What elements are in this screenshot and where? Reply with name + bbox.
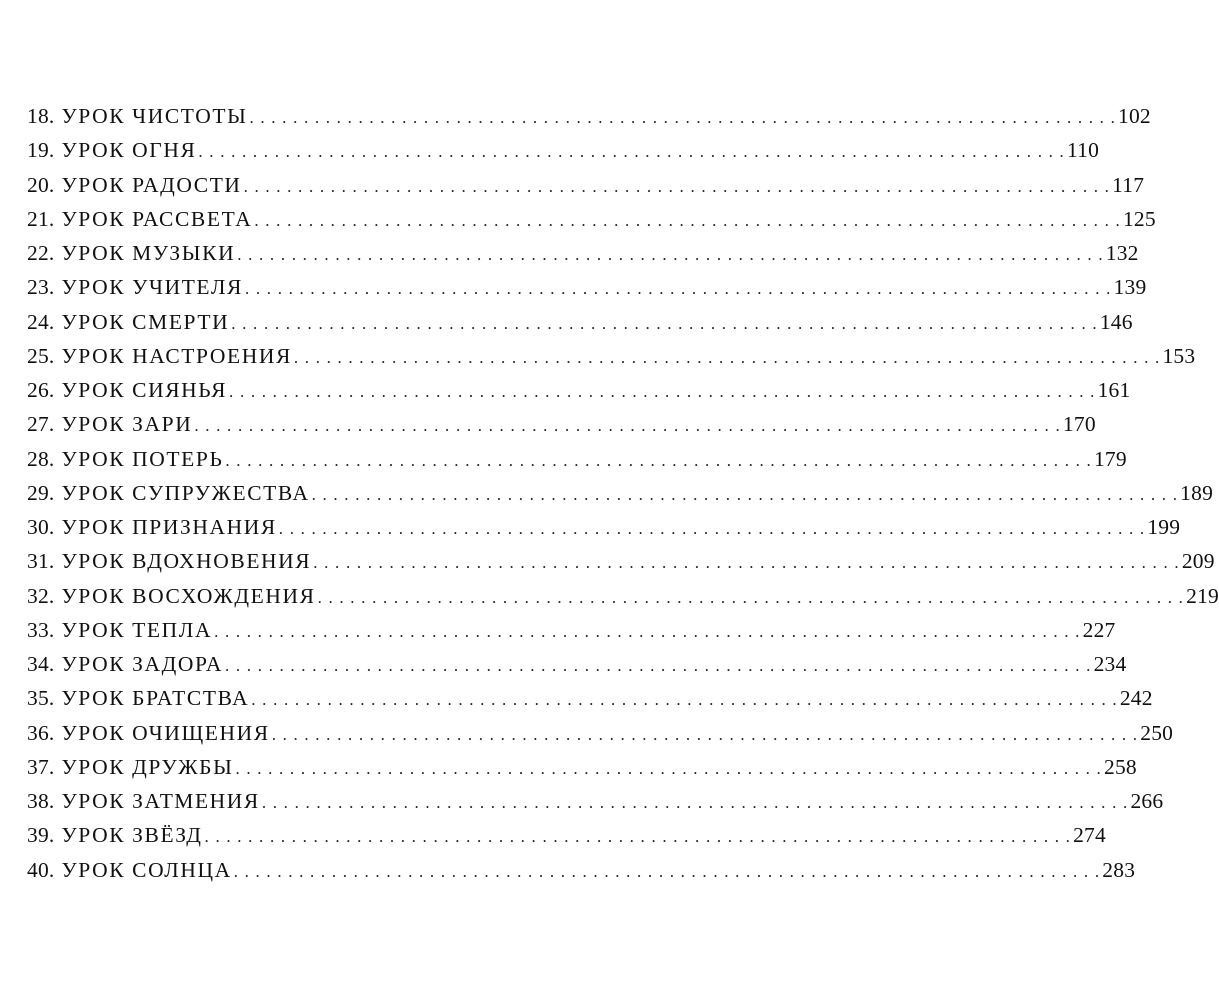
toc-entry-number: 38. [27, 789, 55, 813]
toc-entry-title: УРОК СИЯНЬЯ [61, 378, 228, 402]
toc-entry-number: 24. [27, 309, 55, 334]
toc-entry-page-number: 227 [1082, 617, 1116, 642]
toc-entry [27, 99, 1151, 133]
toc-entry-page-number: 125 [1122, 206, 1156, 231]
toc-entry-number: 29. [27, 480, 55, 505]
toc-entry-title: УРОК ДРУЖБЫ [61, 754, 234, 779]
toc-dot-leader: . . . . . . . . . . . . . . . . . . . . . . . . . . . . . . . . . . . . . . . . . . . . . . . . . . . . . . . . . . . . . . . . . . . . . . . . . . . . . . . . [293, 347, 1161, 367]
toc-entry-title: УРОК РАДОСТИ [61, 172, 242, 197]
toc-entry-title: УРОК ЗВЁЗД [61, 823, 203, 848]
toc-entry-title: УРОК ТЕПЛА [61, 617, 213, 642]
toc-entry-title: УРОК ЗАТМЕНИЯ [61, 789, 260, 813]
toc-dot-leader: . . . . . . . . . . . . . . . . . . . . . . . . . . . . . . . . . . . . . . . . . . . . . . . . . . . . . . . . . . . . . . . . . . . . . . . . . . . . . . . . [233, 861, 1101, 881]
toc-entry [27, 750, 1137, 784]
toc-entry-page-number: 189 [1180, 480, 1214, 505]
toc-dot-leader: . . . . . . . . . . . . . . . . . . . . . . . . . . . . . . . . . . . . . . . . . . . . . . . . . . . . . . . . . . . . . . . . . . . . . . . . . . . . . . . . [198, 142, 1065, 162]
toc-entry-page-number: 258 [1104, 754, 1137, 779]
toc-entry-page-number: 153 [1162, 343, 1196, 368]
toc-entry [27, 168, 1145, 202]
toc-dot-leader: . . . . . . . . . . . . . . . . . . . . . . . . . . . . . . . . . . . . . . . . . . . . . . . . . . . . . . . . . . . . . . . . . . . . . . . . . . . . . . . . [251, 690, 1118, 710]
toc-entry-title: УРОК СОЛНЦА [61, 857, 232, 882]
toc-entry-title: УРОК НАСТРОЕНИЯ [61, 343, 292, 368]
toc-entry-page-number: 179 [1093, 446, 1127, 471]
toc-entry [27, 818, 1106, 852]
toc-dot-leader: . . . . . . . . . . . . . . . . . . . . . . . . . . . . . . . . . . . . . . . . . . . . . . . . . . . . . . . . . . . . . . . . . . . . . . . . . . . . . . . . [237, 245, 1104, 264]
toc-entry [27, 784, 1164, 818]
toc-dot-leader: . . . . . . . . . . . . . . . . . . . . . . . . . . . . . . . . . . . . . . . . . . . . . . . . . . . . . . . . . . . . . . . . . . . . . . . . . . . . . . . . [249, 108, 1117, 127]
toc-entry-title: УРОК БРАТСТВА [61, 686, 250, 711]
toc-entry [27, 202, 1156, 236]
toc-entry-page-number: 266 [1130, 789, 1164, 813]
toc-entry [27, 613, 1116, 647]
toc-entry-number: 26. [27, 378, 55, 402]
toc-entry-page-number: 219 [1186, 583, 1219, 608]
toc-entry-page-number: 170 [1062, 412, 1096, 437]
toc-entry-number: 37. [27, 754, 55, 779]
toc-entry-number: 18. [27, 104, 55, 128]
toc-entry-number: 25. [27, 343, 55, 368]
toc-dot-leader: . . . . . . . . . . . . . . . . . . . . . . . . . . . . . . . . . . . . . . . . . . . . . . . . . . . . . . . . . . . . . . . . . . . . . . . . . . . . . . . . [225, 656, 1092, 675]
toc-dot-leader: . . . . . . . . . . . . . . . . . . . . . . . . . . . . . . . . . . . . . . . . . . . . . . . . . . . . . . . . . . . . . . . . . . . . . . . . . . . . . . . . [254, 210, 1121, 230]
toc-entry-title: УРОК ЧИСТОТЫ [61, 104, 248, 128]
toc-entry-title: УРОК ВДОХНОВЕНИЯ [61, 549, 312, 574]
toc-entry [27, 305, 1133, 339]
toc-entry-number: 27. [27, 412, 55, 437]
toc-entry [27, 236, 1139, 270]
toc-dot-leader: . . . . . . . . . . . . . . . . . . . . . . . . . . . . . . . . . . . . . . . . . . . . . . . . . . . . . . . . . . . . . . . . . . . . . . . . . . . . . . . . [214, 621, 1081, 641]
toc-entry-page-number: 117 [1112, 172, 1145, 197]
toc-entry [27, 407, 1096, 441]
toc-entry [27, 339, 1196, 373]
toc-entry [27, 853, 1136, 887]
toc-dot-leader: . . . . . . . . . . . . . . . . . . . . . . . . . . . . . . . . . . . . . . . . . . . . . . . . . . . . . . . . . . . . . . . . . . . . . . . . . . . . . . . . [204, 827, 1072, 847]
toc-entry-number: 30. [27, 515, 55, 539]
toc-entry-title: УРОК ОГНЯ [61, 138, 197, 163]
toc-entry-title: УРОК РАССВЕТА [61, 206, 253, 231]
toc-dot-leader: . . . . . . . . . . . . . . . . . . . . . . . . . . . . . . . . . . . . . . . . . . . . . . . . . . . . . . . . . . . . . . . . . . . . . . . . . . . . . . . . [261, 793, 1129, 812]
toc-entry-title: УРОК ЗАДОРА [61, 652, 223, 676]
toc-entry-page-number: 209 [1181, 549, 1215, 574]
toc-entry-title: УРОК ОЧИЩЕНИЯ [61, 720, 270, 745]
toc-entry-number: 39. [27, 823, 55, 848]
toc-entry-number: 36. [27, 720, 55, 745]
toc-entry-number: 34. [27, 652, 55, 676]
toc-entry [27, 373, 1131, 407]
toc-entry-page-number: 139 [1113, 275, 1147, 300]
toc-dot-leader: . . . . . . . . . . . . . . . . . . . . . . . . . . . . . . . . . . . . . . . . . . . . . . . . . . . . . . . . . . . . . . . . . . . . . . . . . . . . . . . . [311, 484, 1179, 504]
toc-dot-leader: . . . . . . . . . . . . . . . . . . . . . . . . . . . . . . . . . . . . . . . . . . . . . . . . . . . . . . . . . . . . . . . . . . . . . . . . . . . . . . . . [245, 279, 1112, 299]
toc-dot-leader: . . . . . . . . . . . . . . . . . . . . . . . . . . . . . . . . . . . . . . . . . . . . . . . . . . . . . . . . . . . . . . . . . . . . . . . . . . . . . . . . [317, 587, 1185, 607]
toc-entry-number: 32. [27, 583, 55, 608]
toc-dot-leader: . . . . . . . . . . . . . . . . . . . . . . . . . . . . . . . . . . . . . . . . . . . . . . . . . . . . . . . . . . . . . . . . . . . . . . . . . . . . . . . . [235, 758, 1102, 778]
toc-entry [27, 579, 1219, 613]
toc-entry-page-number: 274 [1073, 823, 1106, 848]
toc-dot-leader: . . . . . . . . . . . . . . . . . . . . . . . . . . . . . . . . . . . . . . . . . . . . . . . . . . . . . . . . . . . . . . . . . . . . . . . . . . . . . . . . [313, 553, 1180, 573]
toc-entry [27, 681, 1153, 715]
toc-entry-page-number: 161 [1097, 378, 1131, 402]
toc-entry [27, 270, 1147, 304]
toc-entry-title: УРОК ПОТЕРЬ [61, 446, 224, 471]
toc-entry-page-number: 146 [1099, 309, 1133, 334]
table-of-contents [27, 99, 1219, 887]
toc-entry [27, 510, 1181, 544]
toc-entry-page-number: 242 [1119, 686, 1153, 711]
toc-entry-number: 40. [27, 857, 55, 882]
toc-entry-number: 28. [27, 446, 55, 471]
toc-entry-page-number: 250 [1140, 720, 1174, 745]
toc-entry-title: УРОК ПРИЗНАНИЯ [61, 515, 277, 539]
toc-entry-number: 20. [27, 172, 55, 197]
toc-dot-leader: . . . . . . . . . . . . . . . . . . . . . . . . . . . . . . . . . . . . . . . . . . . . . . . . . . . . . . . . . . . . . . . . . . . . . . . . . . . . . . . . [243, 176, 1111, 196]
toc-entry-page-number: 102 [1118, 104, 1151, 128]
toc-dot-leader: . . . . . . . . . . . . . . . . . . . . . . . . . . . . . . . . . . . . . . . . . . . . . . . . . . . . . . . . . . . . . . . . . . . . . . . . . . . . . . . . [231, 313, 1098, 333]
toc-entry-title: УРОК МУЗЫКИ [61, 241, 236, 265]
toc-entry-number: 23. [27, 275, 55, 300]
toc-entry-title: УРОК УЧИТЕЛЯ [61, 275, 243, 300]
toc-entry-title: УРОК ВОСХОЖДЕНИЯ [61, 583, 316, 608]
toc-entry [27, 647, 1127, 681]
toc-entry-number: 21. [27, 206, 55, 231]
toc-entry [27, 716, 1174, 750]
toc-dot-leader: . . . . . . . . . . . . . . . . . . . . . . . . . . . . . . . . . . . . . . . . . . . . . . . . . . . . . . . . . . . . . . . . . . . . . . . . . . . . . . . . [194, 416, 1061, 436]
toc-dot-leader: . . . . . . . . . . . . . . . . . . . . . . . . . . . . . . . . . . . . . . . . . . . . . . . . . . . . . . . . . . . . . . . . . . . . . . . . . . . . . . . . [229, 382, 1096, 401]
toc-dot-leader: . . . . . . . . . . . . . . . . . . . . . . . . . . . . . . . . . . . . . . . . . . . . . . . . . . . . . . . . . . . . . . . . . . . . . . . . . . . . . . . . [271, 724, 1139, 744]
toc-entry [27, 442, 1127, 476]
toc-entry-page-number: 283 [1102, 857, 1136, 882]
toc-entry-page-number: 132 [1105, 241, 1139, 265]
toc-entry-number: 31. [27, 549, 55, 574]
toc-entry [27, 133, 1100, 167]
toc-dot-leader: . . . . . . . . . . . . . . . . . . . . . . . . . . . . . . . . . . . . . . . . . . . . . . . . . . . . . . . . . . . . . . . . . . . . . . . . . . . . . . . . [278, 519, 1146, 538]
toc-entry [27, 544, 1215, 578]
toc-entry-number: 19. [27, 138, 55, 163]
toc-entry-title: УРОК СМЕРТИ [61, 309, 230, 334]
toc-entry-title: УРОК ЗАРИ [61, 412, 193, 437]
toc-entry-page-number: 234 [1093, 652, 1127, 676]
toc-dot-leader: . . . . . . . . . . . . . . . . . . . . . . . . . . . . . . . . . . . . . . . . . . . . . . . . . . . . . . . . . . . . . . . . . . . . . . . . . . . . . . . . [225, 450, 1092, 470]
toc-entry-number: 33. [27, 617, 55, 642]
toc-entry-page-number: 199 [1147, 515, 1181, 539]
toc-entry-title: УРОК СУПРУЖЕСТВА [61, 480, 310, 505]
toc-entry-number: 22. [27, 241, 55, 265]
toc-entry-number: 35. [27, 686, 55, 711]
toc-entry [27, 476, 1214, 510]
toc-entry-page-number: 110 [1066, 138, 1100, 163]
